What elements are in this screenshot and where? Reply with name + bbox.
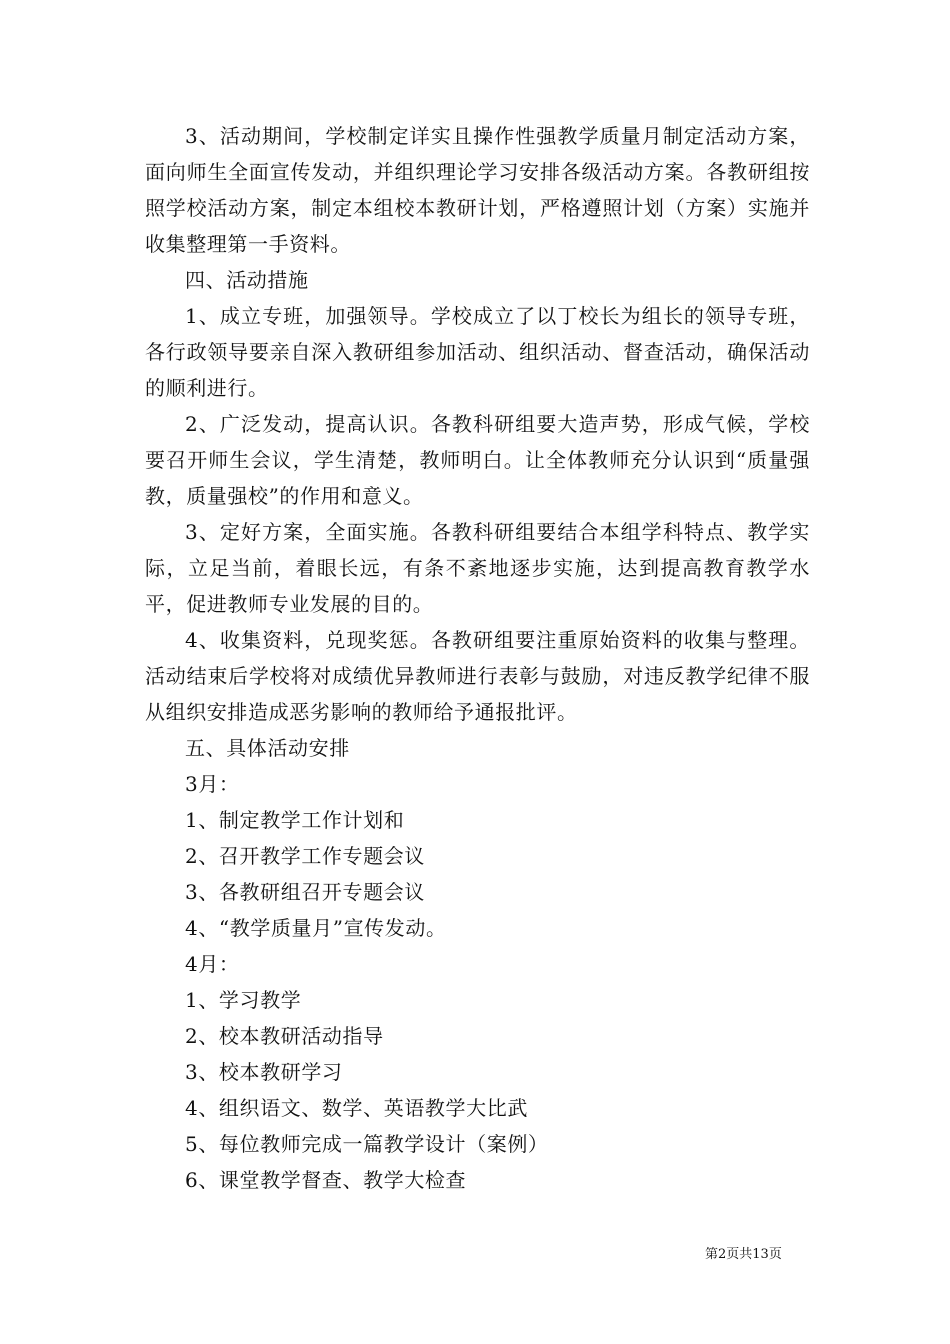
page-number: 第2页共13页 <box>705 1247 782 1262</box>
measure-item-4: 4、收集资料，兑现奖惩。各教研组要注重原始资料的收集与整理。活动结束后学校将对成绩优异教师进行表彰与鼓励，对违反教学纪律不服从组织安排造成恶劣影响的教师给予通报批评。 <box>145 628 810 724</box>
document-body <box>145 118 810 1198</box>
april-item-5: 5、每位教师完成一篇教学设计（案例） <box>185 1132 549 1156</box>
march-item-4: 4、“教学质量月”宣传发动。 <box>185 916 447 940</box>
march-item-2: 2、召开教学工作专题会议 <box>185 844 425 868</box>
section-heading-measures: 四、活动措施 <box>185 268 309 292</box>
april-item-4: 4、组织语文、数学、英语教学大比武 <box>185 1096 528 1120</box>
month-label-march: 3月： <box>185 772 240 796</box>
measure-item-1: 1、成立专班，加强领导。学校成立了以丁校长为组长的领导专班，各行政领导要亲自深入教研组参加活动、组织活动、督查活动，确保活动的顺利进行。 <box>145 304 810 400</box>
march-item-3: 3、各教研组召开专题会议 <box>185 880 425 904</box>
march-item-1: 1、制定教学工作计划和 <box>185 808 405 832</box>
measure-item-2: 2、广泛发动，提高认识。各教科研组要大造声势，形成气候，学校要召开师生会议，学生清楚，教师明白。让全体教师充分认识到“质量强教，质量强校”的作用和意义。 <box>145 412 810 508</box>
april-item-6: 6、课堂教学督查、教学大检查 <box>185 1168 467 1192</box>
paragraph-activity-period: 3、活动期间，学校制定详实且操作性强教学质量月制定活动方案，面向师生全面宣传发动，并组织理论学习安排各级活动方案。各教研组按照学校活动方案，制定本组校本教研计划，严格遵照计划（方案）实施并收集整理第一手资料。 <box>145 124 810 256</box>
april-item-2: 2、校本教研活动指导 <box>185 1024 384 1048</box>
section-heading-schedule: 五、具体活动安排 <box>185 736 350 760</box>
measure-item-3: 3、定好方案，全面实施。各教科研组要结合本组学科特点、教学实际，立足当前，着眼长远，有条不紊地逐步实施，达到提高教育教学水平，促进教师专业发展的目的。 <box>145 520 810 616</box>
april-item-1: 1、学习教学 <box>185 988 302 1012</box>
april-item-3: 3、校本教研学习 <box>185 1060 343 1084</box>
month-label-april: 4月： <box>185 952 240 976</box>
